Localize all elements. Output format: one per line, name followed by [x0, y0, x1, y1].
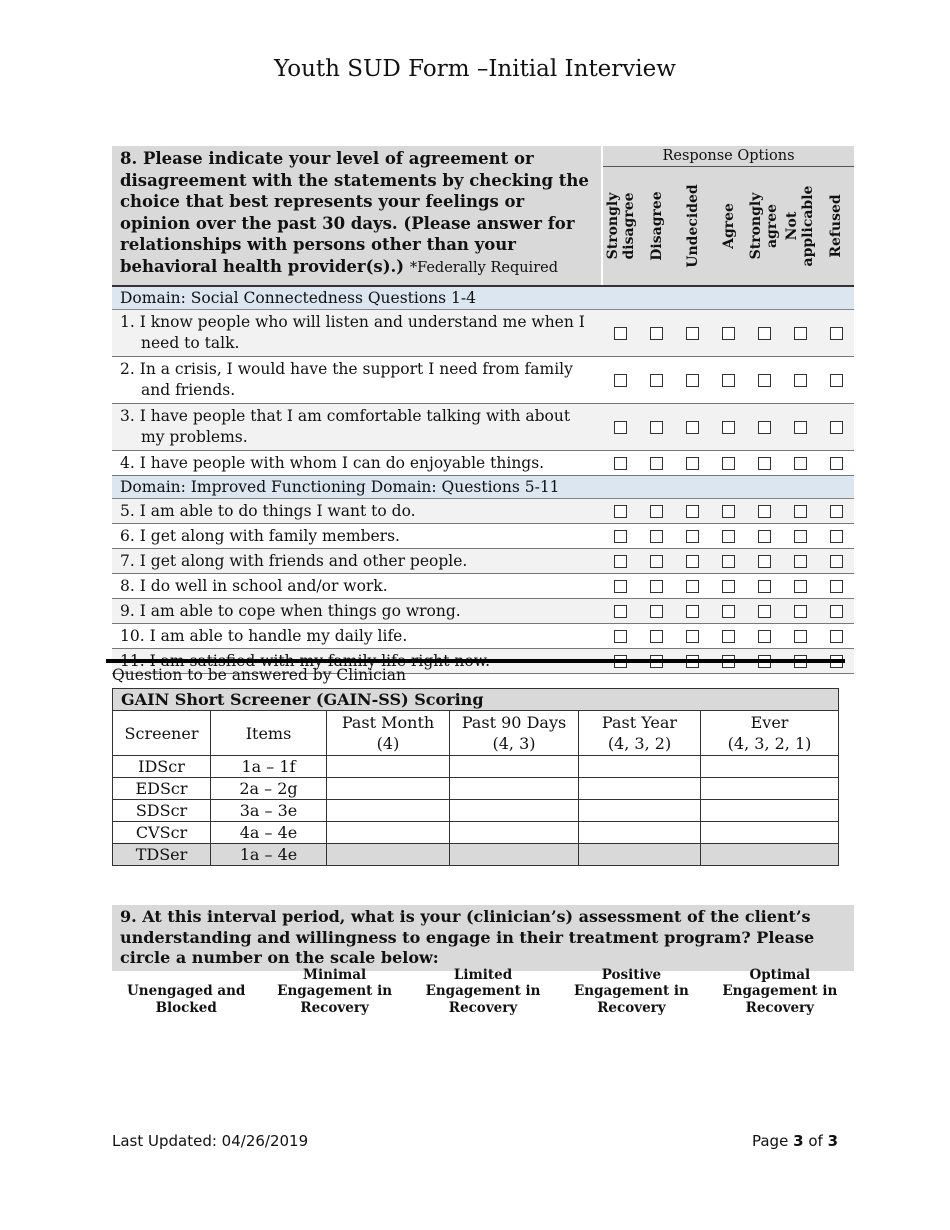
gain-screener: CVScr [113, 822, 211, 844]
response-checkboxes [602, 404, 854, 451]
gain-column-header: Ever (4, 3, 2, 1) [701, 711, 839, 756]
gain-score-cell[interactable] [579, 756, 701, 778]
gain-items: 2a – 2g [211, 778, 327, 800]
checkbox-square [722, 530, 735, 543]
checkbox-square [830, 605, 843, 618]
response-checkbox[interactable] [602, 630, 638, 643]
page-current: 3 [793, 1132, 804, 1150]
response-checkbox[interactable] [782, 327, 818, 340]
checkbox-square [686, 374, 699, 387]
gain-score-cell[interactable] [701, 844, 839, 866]
checkbox-square [830, 580, 843, 593]
question-8-prompt-cell [112, 146, 602, 286]
checkbox-square [686, 605, 699, 618]
response-checkbox[interactable] [674, 505, 710, 518]
checkbox-square [614, 580, 627, 593]
checkbox-group [602, 311, 854, 355]
checkbox-group [602, 575, 854, 597]
response-checkbox[interactable] [746, 421, 782, 434]
statement-cell [112, 549, 602, 574]
gain-row [113, 778, 839, 800]
gain-header-row [113, 711, 839, 756]
checkbox-square [650, 505, 663, 518]
engagement-level[interactable]: Optimal Engagement in Recovery [722, 966, 838, 1016]
gain-score-cell[interactable] [450, 822, 579, 844]
checkbox-square [758, 605, 771, 618]
gain-score-cell[interactable] [579, 844, 701, 866]
response-checkbox[interactable] [782, 421, 818, 434]
checkbox-group [602, 550, 854, 572]
checkbox-square [650, 530, 663, 543]
response-checkbox[interactable] [710, 555, 746, 568]
gain-screener: TDSer [113, 844, 211, 866]
response-checkboxes [602, 624, 854, 649]
checkbox-square [650, 580, 663, 593]
checkbox-square [650, 327, 663, 340]
checkbox-square [758, 530, 771, 543]
response-option-text: Agree [720, 203, 737, 249]
engagement-level[interactable]: Positive Engagement in Recovery [573, 966, 689, 1016]
last-updated: Last Updated: 04/26/2019 [112, 1132, 309, 1150]
checkbox-square [794, 605, 807, 618]
response-checkbox[interactable] [818, 505, 854, 518]
response-checkbox[interactable] [818, 630, 854, 643]
gain-score-cell[interactable] [450, 844, 579, 866]
response-checkbox[interactable] [818, 555, 854, 568]
response-checkbox[interactable] [674, 421, 710, 434]
statement-text: 10. I am able to handle my daily life. [120, 626, 408, 645]
checkbox-square [614, 555, 627, 568]
checkbox-square [614, 374, 627, 387]
response-checkboxes [602, 599, 854, 624]
checkbox-square [614, 457, 627, 470]
response-checkbox[interactable] [746, 530, 782, 543]
checkbox-square [722, 457, 735, 470]
response-checkbox[interactable] [746, 555, 782, 568]
response-checkbox[interactable] [638, 530, 674, 543]
statement-cell [112, 310, 602, 357]
gain-items: 4a – 4e [211, 822, 327, 844]
checkbox-square [686, 630, 699, 643]
response-checkbox[interactable] [674, 374, 710, 387]
checkbox-square [794, 580, 807, 593]
response-checkbox[interactable] [782, 630, 818, 643]
response-checkbox[interactable] [602, 555, 638, 568]
statement-cell [112, 357, 602, 404]
engagement-scale [112, 967, 854, 1016]
checkbox-square [614, 530, 627, 543]
domain-label: Domain: Improved Functioning Domain: Questions 5-11 [112, 476, 854, 499]
checkbox-square [686, 580, 699, 593]
page-total: 3 [827, 1132, 838, 1150]
statement-text: 5. I am able to do things I want to do. [120, 501, 416, 520]
statement-cell [112, 574, 602, 599]
response-checkbox[interactable] [710, 630, 746, 643]
gain-score-cell[interactable] [327, 756, 450, 778]
response-checkbox[interactable] [782, 605, 818, 618]
checkbox-square [614, 505, 627, 518]
response-checkbox[interactable] [746, 457, 782, 470]
gain-row [113, 800, 839, 822]
checkbox-group [602, 405, 854, 449]
domain-label: Domain: Social Connectedness Questions 1-4 [112, 286, 854, 310]
response-checkbox[interactable] [818, 421, 854, 434]
response-checkbox[interactable] [710, 421, 746, 434]
gain-column-header: Past Month (4) [327, 711, 450, 756]
checkbox-group [602, 525, 854, 547]
response-checkbox[interactable] [638, 457, 674, 470]
response-option-text: Strongly agree [748, 192, 781, 260]
response-checkboxes [602, 524, 854, 549]
checkbox-square [758, 374, 771, 387]
response-option-text: Refused [828, 194, 845, 258]
statement-text: 2. In a crisis, I would have the support I need from family and friends. [120, 360, 573, 399]
checkbox-square [758, 580, 771, 593]
checkbox-square [794, 630, 807, 643]
response-checkbox[interactable] [746, 605, 782, 618]
federal-note: *Federally Required [409, 259, 558, 276]
response-checkbox[interactable] [782, 374, 818, 387]
checkbox-square [758, 457, 771, 470]
question-8-prompt: 8. Please indicate your level of agreement or disagreement with the statements by checking the choice that best represents your feelings or opinion over the past 30 days. (Please answer for relationships with persons other than your behavioral health provider(s).) [120, 149, 589, 276]
checkbox-square [686, 457, 699, 470]
checkbox-square [794, 421, 807, 434]
response-checkbox[interactable] [674, 630, 710, 643]
response-checkbox[interactable] [674, 457, 710, 470]
response-checkbox[interactable] [746, 327, 782, 340]
checkbox-square [830, 457, 843, 470]
response-checkboxes [602, 357, 854, 404]
response-checkbox[interactable] [782, 505, 818, 518]
gain-score-cell[interactable] [327, 800, 450, 822]
response-option-text: Disagree [648, 191, 665, 261]
response-checkbox[interactable] [710, 530, 746, 543]
response-checkbox[interactable] [638, 327, 674, 340]
response-option-labels [603, 167, 854, 285]
response-checkbox[interactable] [602, 327, 638, 340]
gain-screener: EDScr [113, 778, 211, 800]
statement-cell [112, 599, 602, 624]
gain-screener: SDScr [113, 800, 211, 822]
checkbox-square [794, 374, 807, 387]
response-checkboxes [602, 549, 854, 574]
checkbox-square [686, 505, 699, 518]
response-checkbox[interactable] [818, 530, 854, 543]
response-checkboxes [602, 499, 854, 524]
domain-row [112, 286, 854, 310]
response-checkbox[interactable] [782, 457, 818, 470]
checkbox-square [794, 555, 807, 568]
response-checkbox[interactable] [638, 505, 674, 518]
statement-cell [112, 624, 602, 649]
clinician-label: Question to be answered by Clinician [112, 666, 406, 684]
agreement-header-row [112, 146, 854, 286]
checkbox-group [602, 452, 854, 474]
checkbox-square [650, 630, 663, 643]
gain-title: GAIN Short Screener (GAIN-SS) Scoring [113, 689, 839, 711]
gain-column-header: Past Year (4, 3, 2) [579, 711, 701, 756]
statement-row [112, 574, 854, 599]
engagement-level[interactable]: Limited Engagement in Recovery [425, 966, 541, 1016]
statement-text: 6. I get along with family members. [120, 526, 400, 545]
response-checkbox[interactable] [818, 580, 854, 593]
response-checkbox[interactable] [638, 555, 674, 568]
page-number [752, 1132, 838, 1150]
gain-row [113, 844, 839, 866]
response-checkbox[interactable] [782, 555, 818, 568]
gain-items: 3a – 3e [211, 800, 327, 822]
response-checkbox[interactable] [674, 530, 710, 543]
checkbox-square [722, 505, 735, 518]
gain-score-cell[interactable] [579, 800, 701, 822]
checkbox-square [830, 327, 843, 340]
response-checkboxes [602, 451, 854, 476]
gain-score-cell[interactable] [701, 800, 839, 822]
checkbox-square [830, 421, 843, 434]
statement-row [112, 524, 854, 549]
response-checkbox[interactable] [818, 374, 854, 387]
response-checkbox[interactable] [782, 530, 818, 543]
checkbox-square [614, 327, 627, 340]
agreement-table [112, 146, 854, 674]
response-checkbox[interactable] [746, 630, 782, 643]
response-checkbox[interactable] [638, 580, 674, 593]
checkbox-square [722, 630, 735, 643]
checkbox-square [758, 421, 771, 434]
gain-score-cell[interactable] [450, 756, 579, 778]
checkbox-square [650, 605, 663, 618]
question-9-prompt: 9. At this interval period, what is your (clinician’s) assessment of the client’s understanding and willingness to engage in their treatment program? Please circle a number on the scale below: [112, 905, 854, 971]
checkbox-square [830, 530, 843, 543]
checkbox-square [686, 327, 699, 340]
gain-scoring-table [112, 688, 839, 866]
response-checkbox[interactable] [818, 457, 854, 470]
response-checkbox[interactable] [782, 580, 818, 593]
checkbox-square [722, 555, 735, 568]
statement-text: 3. I have people that I am comfortable talking with about my problems. [120, 407, 571, 446]
checkbox-square [722, 327, 735, 340]
response-checkbox[interactable] [746, 580, 782, 593]
response-option-label [746, 167, 782, 285]
response-option-label [711, 167, 747, 285]
gain-score-cell[interactable] [327, 822, 450, 844]
gain-row [113, 822, 839, 844]
page-title: Youth SUD Form –Initial Interview [274, 56, 676, 82]
response-checkbox[interactable] [818, 327, 854, 340]
gain-row [113, 756, 839, 778]
checkbox-group [602, 500, 854, 522]
gain-items: 1a – 1f [211, 756, 327, 778]
statement-row [112, 549, 854, 574]
statement-text: 7. I get along with friends and other people. [120, 551, 468, 570]
statement-text: 9. I am able to cope when things go wrong. [120, 601, 461, 620]
response-checkbox[interactable] [746, 505, 782, 518]
checkbox-square [722, 421, 735, 434]
checkbox-square [614, 630, 627, 643]
gain-score-cell[interactable] [579, 822, 701, 844]
engagement-level[interactable]: Minimal Engagement in Recovery [277, 966, 393, 1016]
checkbox-square [686, 530, 699, 543]
gain-score-cell[interactable] [327, 778, 450, 800]
statement-row [112, 624, 854, 649]
checkbox-group [602, 358, 854, 402]
response-option-text: Undecided [684, 184, 701, 268]
statement-row [112, 404, 854, 451]
response-option-label [675, 167, 711, 285]
response-option-label [782, 167, 818, 285]
response-checkbox[interactable] [674, 580, 710, 593]
statement-cell [112, 524, 602, 549]
checkbox-square [722, 374, 735, 387]
checkbox-square [758, 630, 771, 643]
gain-score-cell[interactable] [701, 778, 839, 800]
checkbox-square [758, 555, 771, 568]
response-checkbox[interactable] [710, 580, 746, 593]
checkbox-square [758, 505, 771, 518]
checkbox-square [830, 630, 843, 643]
response-checkbox[interactable] [602, 457, 638, 470]
response-option-label [639, 167, 675, 285]
gain-column-header: Past 90 Days (4, 3) [450, 711, 579, 756]
gain-column-header: Screener [113, 711, 211, 756]
statement-text: 1. I know people who will listen and understand me when I need to talk. [120, 313, 585, 352]
checkbox-square [650, 457, 663, 470]
page-label: Page [751, 1132, 789, 1150]
response-option-label [603, 167, 639, 285]
checkbox-square [650, 374, 663, 387]
checkbox-square [830, 555, 843, 568]
response-checkboxes [602, 310, 854, 357]
section-divider [106, 659, 845, 663]
checkbox-square [794, 530, 807, 543]
response-checkbox[interactable] [602, 505, 638, 518]
checkbox-square [650, 555, 663, 568]
response-checkbox[interactable] [602, 580, 638, 593]
response-options-header [602, 146, 854, 286]
statement-row [112, 499, 854, 524]
response-checkbox[interactable] [710, 457, 746, 470]
statement-row [112, 310, 854, 357]
response-option-text: Strongly disagree [604, 192, 637, 260]
response-checkboxes [602, 574, 854, 599]
statement-row [112, 599, 854, 624]
gain-score-cell[interactable] [450, 778, 579, 800]
page-of-label: of [808, 1132, 823, 1150]
statement-cell [112, 404, 602, 451]
checkbox-square [722, 605, 735, 618]
checkbox-square [830, 374, 843, 387]
response-option-label [818, 167, 854, 285]
domain-row [112, 476, 854, 499]
response-checkbox[interactable] [638, 374, 674, 387]
checkbox-square [614, 421, 627, 434]
gain-score-cell[interactable] [701, 822, 839, 844]
checkbox-square [686, 555, 699, 568]
statement-text: 8. I do well in school and/or work. [120, 576, 388, 595]
statement-row [112, 451, 854, 476]
response-option-text: Not applicable [784, 185, 817, 267]
response-checkbox[interactable] [602, 374, 638, 387]
checkbox-square [794, 457, 807, 470]
checkbox-square [650, 421, 663, 434]
response-checkbox[interactable] [710, 327, 746, 340]
statement-text: 4. I have people with whom I can do enjoyable things. [120, 453, 545, 472]
checkbox-square [794, 505, 807, 518]
response-checkbox[interactable] [674, 327, 710, 340]
statement-cell [112, 499, 602, 524]
response-checkbox[interactable] [638, 421, 674, 434]
response-checkbox[interactable] [602, 530, 638, 543]
checkbox-square [686, 421, 699, 434]
response-checkbox[interactable] [710, 605, 746, 618]
response-checkbox[interactable] [746, 374, 782, 387]
checkbox-square [758, 327, 771, 340]
gain-score-cell[interactable] [579, 778, 701, 800]
gain-column-header: Items [211, 711, 327, 756]
response-checkbox[interactable] [818, 605, 854, 618]
engagement-level[interactable]: Unengaged and Blocked [127, 983, 246, 1016]
checkbox-group [602, 600, 854, 622]
statement-cell [112, 451, 602, 476]
checkbox-square [722, 580, 735, 593]
gain-score-cell[interactable] [701, 756, 839, 778]
response-options-title: Response Options [603, 146, 854, 167]
response-checkbox[interactable] [674, 555, 710, 568]
statement-row [112, 357, 854, 404]
checkbox-square [830, 505, 843, 518]
checkbox-square [614, 605, 627, 618]
response-checkbox[interactable] [638, 605, 674, 618]
response-checkbox[interactable] [674, 605, 710, 618]
checkbox-square [794, 327, 807, 340]
response-checkbox[interactable] [602, 605, 638, 618]
gain-score-cell[interactable] [327, 844, 450, 866]
response-checkbox[interactable] [710, 374, 746, 387]
response-checkbox[interactable] [710, 505, 746, 518]
checkbox-group [602, 625, 854, 647]
gain-score-cell[interactable] [450, 800, 579, 822]
gain-screener: IDScr [113, 756, 211, 778]
response-checkbox[interactable] [602, 421, 638, 434]
gain-title-row [113, 689, 839, 711]
response-checkbox[interactable] [638, 630, 674, 643]
gain-items: 1a – 4e [211, 844, 327, 866]
